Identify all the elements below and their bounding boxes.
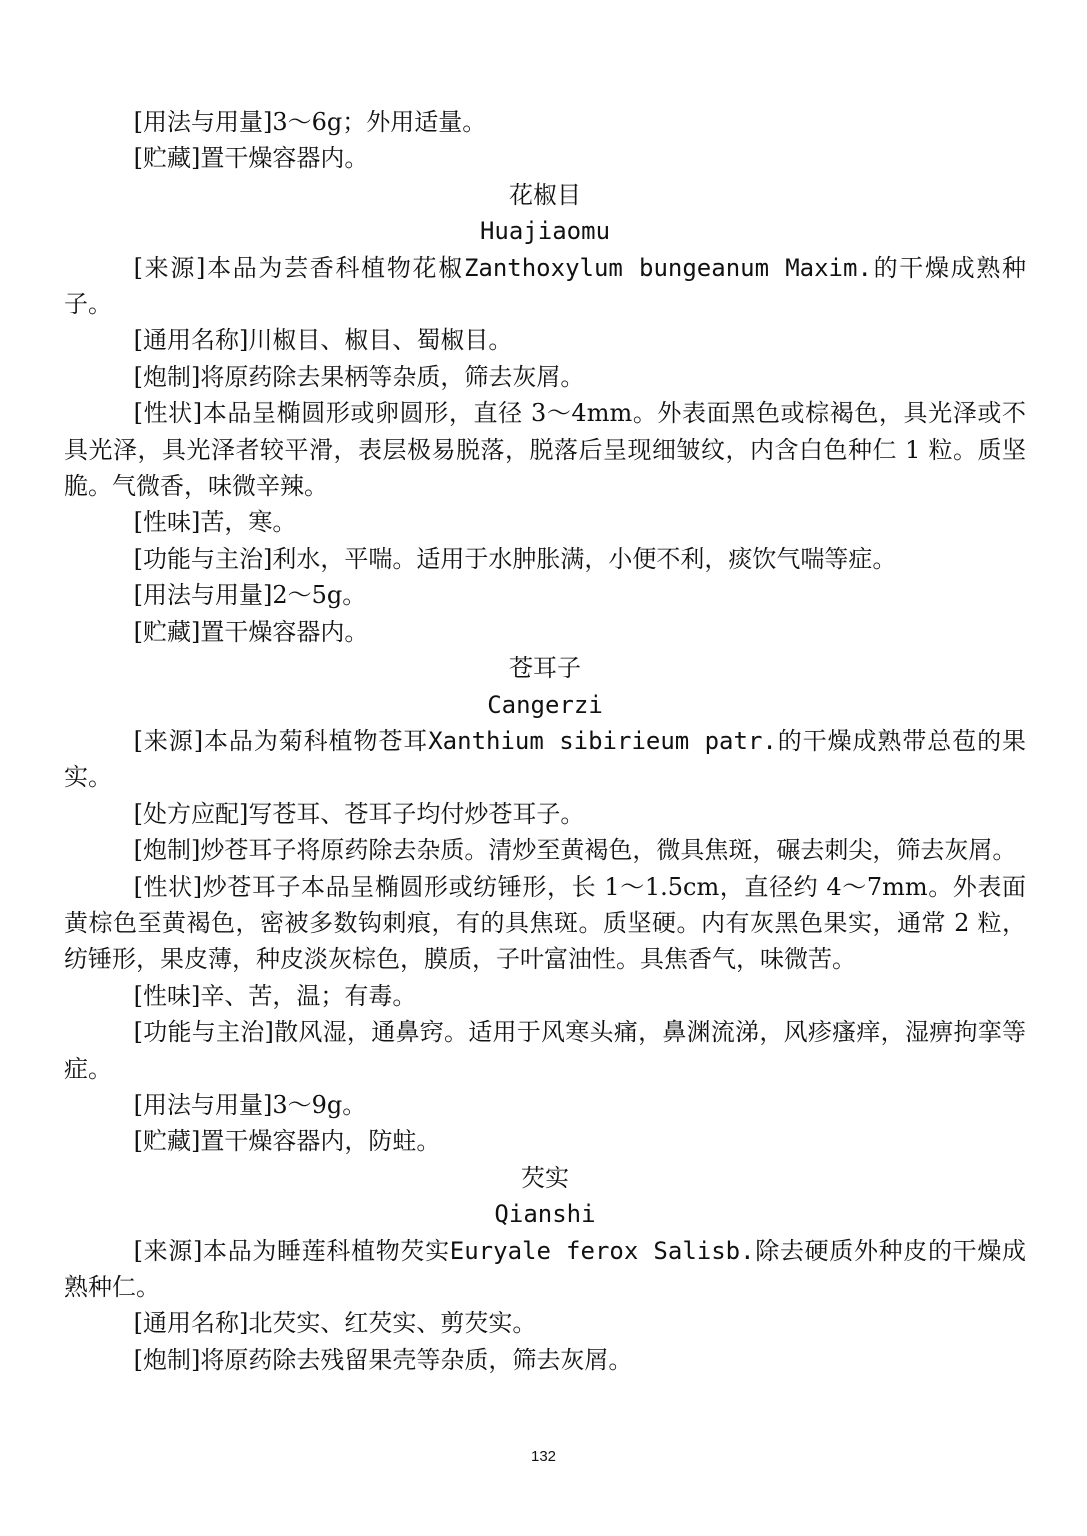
paragraph-characteristics: [性状]炒苍耳子本品呈椭圆形或纺锤形，长 1～1.5cm，直径约 4～7mm。外表面黄棕色至黄褐色，密被多数钩刺痕，有的具焦斑。质坚硬。内有灰黑色果实，通常 2 粒，纺锤形，果皮薄，种皮淡灰棕色，膜质，子叶富油性。具焦香气，味微苦。 (64, 872, 1026, 974)
paragraph-prescription: [处方应配]写苍耳、苍耳子均付炒苍耳子。 (133, 799, 585, 828)
paragraph-source (64, 1233, 1026, 1306)
entry-cangerzi (64, 650, 1026, 1160)
latin-name: Xanthium sibirieum patr. (428, 726, 777, 755)
page-content (64, 104, 1026, 1378)
entry-pinyin: Huajiaomu (479, 217, 611, 246)
paragraph-processing: [炮制]将原药除去果柄等杂质，筛去灰屑。 (133, 362, 585, 391)
paragraph-source (64, 723, 1026, 796)
paragraph-usage-dosage: [用法与用量]2～5g。 (133, 581, 367, 610)
entry-pinyin: Cangerzi (487, 690, 603, 719)
paragraph-source (64, 250, 1026, 323)
entry-pinyin: Qianshi (494, 1200, 596, 1229)
latin-name: Zanthoxylum bungeanum Maxim. (463, 253, 872, 282)
entry-huajiaomu (64, 177, 1026, 650)
paragraph-storage: [贮藏]置干燥容器内。 (133, 617, 369, 646)
paragraph-usage-dosage: [用法与用量]3～6g；外用适量。 (133, 108, 487, 136)
paragraph-nature-taste: [性味]辛、苦，温；有毒。 (133, 981, 417, 1010)
source-prefix: [来源]本品为芸香科植物花椒 (133, 253, 464, 282)
paragraph-processing: [炮制]将原药除去残留果壳等杂质，筛去灰屑。 (133, 1345, 633, 1374)
source-suffix: 除去硬质外种皮的干燥成熟种仁。 (64, 1236, 1027, 1301)
paragraph-storage: [贮藏]置干燥容器内。 (133, 144, 369, 173)
paragraph-functions: [功能与主治]利水，平喘。适用于水肿胀满，小便不利，痰饮气喘等症。 (133, 544, 897, 573)
source-prefix: [来源]本品为睡莲科植物芡实 (133, 1236, 450, 1265)
paragraph-storage: [贮藏]置干燥容器内，防蛀。 (133, 1127, 441, 1156)
paragraph-functions: [功能与主治]散风湿，通鼻窍。适用于风寒头痛，鼻渊流涕，风疹瘙痒，湿痹拘挛等症。 (64, 1018, 1026, 1083)
source-prefix: [来源]本品为菊科植物苍耳 (133, 726, 429, 755)
paragraph-common-names: [通用名称]北芡实、红芡实、剪芡实。 (133, 1309, 537, 1338)
page-number: 132 (530, 1448, 557, 1465)
entry-title: 花椒目 (509, 180, 581, 209)
paragraph-nature-taste: [性味]苦，寒。 (133, 508, 297, 537)
paragraph-characteristics: [性状]本品呈椭圆形或卵圆形，直径 3～4mm。外表面黑色或棕褐色，具光泽或不具光泽，具光泽者较平滑，表层极易脱落，脱落后呈现细皱纹，内含白色种仁 1 粒。质坚脆。气微香，味微辛辣。 (64, 399, 1026, 501)
entry-title: 苍耳子 (509, 654, 581, 683)
paragraph-processing: [炮制]炒苍耳子将原药除去杂质。清炒至黄褐色，微具焦斑，碾去刺尖，筛去灰屑。 (133, 836, 1017, 865)
entry-title: 芡实 (521, 1163, 569, 1192)
source-suffix: 的干燥成熟带总苞的果实。 (64, 726, 1027, 792)
latin-name: Euryale ferox Salisb. (449, 1236, 755, 1265)
entry-qianshi (64, 1160, 1026, 1378)
paragraph-usage-dosage: [用法与用量]3～9g。 (133, 1090, 367, 1119)
source-suffix: 的干燥成熟种子。 (64, 253, 1027, 319)
paragraph-common-names: [通用名称]川椒目、椒目、蜀椒目。 (133, 326, 513, 355)
